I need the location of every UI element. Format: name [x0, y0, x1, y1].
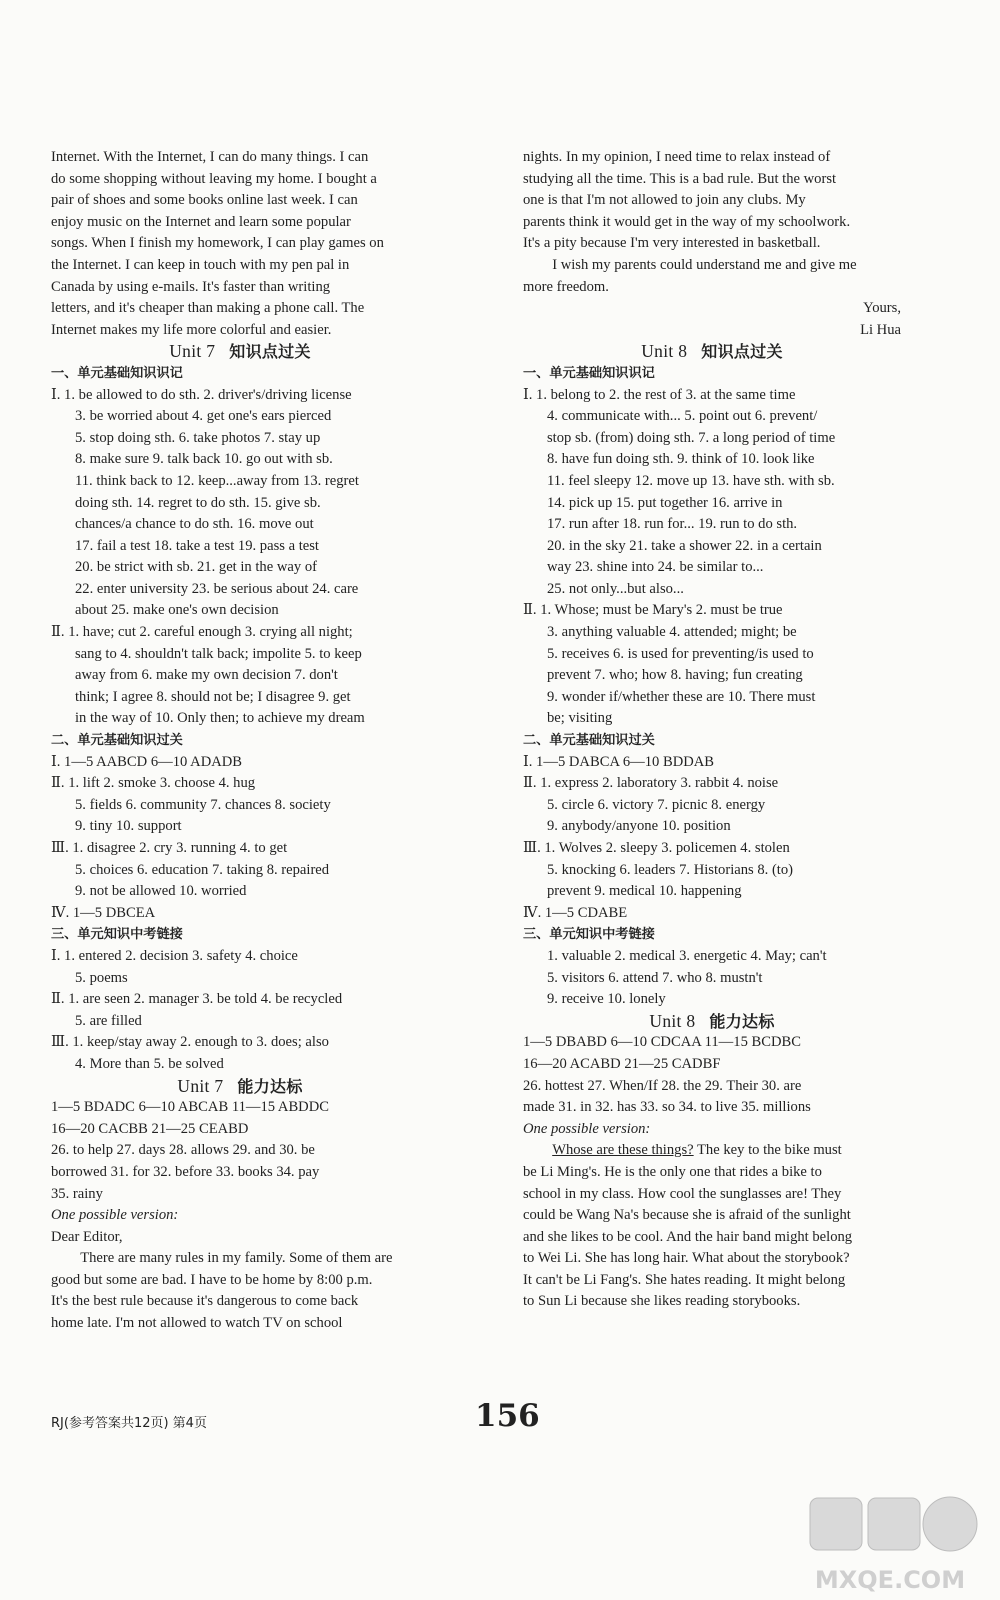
answer-line: Ⅰ. 1. belong to 2. the rest of 3. at the same time [523, 386, 796, 403]
answer-line: Ⅳ. 1—5 CDABE [523, 904, 628, 921]
paragraph-line: enjoy music on the Internet and learn some popular [51, 213, 351, 230]
answer-block [51, 946, 429, 1076]
paragraph-line: Internet makes my life more colorful and easier. [51, 321, 332, 338]
unit-subtitle: 能力达标 [709, 1011, 775, 1031]
letter-line: home late. I'm not allowed to watch TV on school [51, 1315, 343, 1332]
answer-block [51, 752, 429, 925]
answer-line: 5. visitors 6. attend 7. who 8. mustn't [547, 969, 763, 986]
essay [523, 1140, 901, 1313]
watermark-logo [790, 1490, 990, 1600]
answer-line: Ⅰ. 1—5 AABCD 6—10 ADADB [51, 753, 243, 770]
unit-label: Unit 7 [177, 1075, 224, 1096]
letter-line: good but some are bad. I have to be home by 8:00 p.m. [51, 1271, 373, 1288]
letter-closing: Yours, [863, 300, 901, 317]
answer-line: 1. valuable 2. medical 3. energetic 4. May; can't [547, 947, 827, 964]
answer-line: 22. enter university 23. be serious about 24. care [75, 580, 359, 597]
answer-line: Ⅲ. 1. disagree 2. cry 3. running 4. to get [51, 840, 288, 856]
letter-line: I wish my parents could understand me and give me [552, 256, 857, 273]
answer-line: Ⅲ. 1. keep/stay away 2. enough to 3. does; also [51, 1034, 329, 1051]
letter-line: There are many rules in my family. Some of them are [80, 1250, 393, 1267]
answer-line: way 23. shine into 24. be similar to... [547, 559, 764, 576]
answer-line: Ⅱ. 1. express 2. laboratory 3. rabbit 4. noise [523, 775, 779, 792]
letter-greeting: Dear Editor, [51, 1228, 123, 1245]
answer-line: 26. hottest 27. When/If 28. the 29. Their 30. are [523, 1077, 802, 1094]
answer-line: borrowed 31. for 32. before 33. books 34. pay [51, 1163, 320, 1180]
intro-paragraph [51, 147, 429, 341]
version-label: One possible version: [523, 1120, 651, 1137]
essay-line: to Sun Li because she likes reading storybooks. [523, 1293, 801, 1310]
unit-subtitle: 知识点过关 [229, 342, 311, 362]
answer-line: 9. wonder if/whether these are 10. There must [547, 688, 816, 705]
answer-line: 26. to help 27. days 28. allows 29. and 30. be [51, 1142, 315, 1159]
answer-line: 1—5 BDADC 6—10 ABCAB 11—15 ABDDC [51, 1099, 329, 1116]
answer-line: 9. tiny 10. support [75, 818, 182, 835]
answer-line: Ⅱ. 1. lift 2. smoke 3. choose 4. hug [51, 775, 256, 792]
letter-line: nights. In my opinion, I need time to relax instead of [523, 149, 831, 165]
watermark-text: MXQE.COM [814, 1566, 966, 1594]
left-column [51, 147, 429, 1335]
unit-label: Unit 7 [169, 341, 216, 362]
answer-block [51, 1097, 429, 1205]
answer-line: 25. not only...but also... [547, 580, 684, 597]
paragraph-line: pair of shoes and some books online last week. I can [51, 192, 358, 209]
answer-line: 3. anything valuable 4. attended; might; be [547, 624, 797, 641]
letter-line: more freedom. [523, 278, 609, 295]
paragraph-line: Internet. With the Internet, I can do many things. I can [51, 149, 369, 165]
answer-line: 14. pick up 15. put together 16. arrive in [547, 494, 783, 511]
unit-label: Unit 8 [641, 341, 688, 362]
letter-wish [523, 255, 901, 298]
unit7-knowledge-title [51, 341, 429, 363]
answer-line: be; visiting [547, 710, 613, 727]
letter-line: parents think it would get in the way of my schoolwork. [523, 213, 851, 230]
section-heading: 一、单元基础知识识记 [523, 365, 655, 381]
answer-line: chances/a chance to do sth. 16. move out [75, 516, 314, 533]
letter-line: It's a pity because I'm very interested in basketball. [523, 235, 821, 252]
essay-first-text: The key to the bike must [693, 1142, 842, 1159]
answer-line: prevent 9. medical 10. happening [547, 883, 742, 900]
answer-line: 16—20 CACBB 21—25 CEABD [51, 1120, 249, 1137]
essay-line: school in my class. How cool the sunglasses are! They [523, 1185, 842, 1202]
answer-line: 4. More than 5. be solved [75, 1055, 224, 1072]
section-heading: 三、单元知识中考链接 [523, 927, 655, 943]
answer-line: Ⅰ. 1. entered 2. decision 3. safety 4. choice [51, 947, 298, 964]
paragraph-line: Canada by using e-mails. It's faster than writing [51, 278, 331, 295]
answer-line: prevent 7. who; how 8. having; fun creating [547, 667, 803, 684]
answer-block [523, 752, 901, 925]
answer-line: Ⅳ. 1—5 DBCEA [51, 904, 156, 921]
version-label: One possible version: [51, 1207, 179, 1224]
paragraph-line: the Internet. I can keep in touch with my pen pal in [51, 256, 350, 273]
answer-block [523, 1032, 901, 1118]
answer-line: 4. communicate with... 5. point out 6. prevent/ [547, 408, 818, 425]
letter-continued [523, 147, 901, 255]
answer-line: Ⅰ. 1. be allowed to do sth. 2. driver's/driving license [51, 386, 352, 403]
essay-body [523, 1162, 901, 1313]
letter-line: It's the best rule because it's dangerous to come back [51, 1293, 359, 1310]
answer-line: sang to 4. shouldn't talk back; impolite 5. to keep [75, 645, 362, 662]
answer-line: 35. rainy [51, 1185, 103, 1202]
answer-block [51, 385, 429, 731]
right-column [523, 147, 901, 1313]
answer-line: Ⅱ. 1. have; cut 2. careful enough 3. crying all night; [51, 624, 353, 641]
unit8-knowledge-title [523, 341, 901, 363]
answer-line: 8. make sure 9. talk back 10. go out with sb. [75, 451, 333, 468]
answer-line: in the way of 10. Only then; to achieve my dream [75, 710, 365, 727]
answer-line: 5. stop doing sth. 6. take photos 7. stay up [75, 429, 321, 446]
answer-line: 9. not be allowed 10. worried [75, 883, 247, 900]
essay-line: It can't be Li Fang's. She hates reading. It might belong [523, 1271, 846, 1288]
unit-subtitle: 知识点过关 [701, 342, 783, 362]
answer-block [523, 946, 901, 1011]
answer-line: 11. feel sleepy 12. move up 13. have sth. with sb. [547, 472, 835, 489]
letter-line: one is that I'm not allowed to join any clubs. My [523, 192, 806, 209]
paragraph-line: do some shopping without leaving my home. I bought a [51, 170, 377, 187]
answer-line: about 25. make one's own decision [75, 602, 279, 619]
page-number: 156 [475, 1398, 540, 1434]
answer-line: away from 6. make my own decision 7. don't [75, 667, 338, 684]
answer-line: doing sth. 14. regret to do sth. 15. give sb. [75, 494, 321, 511]
answer-line: think; I agree 8. should not be; I disagree 9. get [75, 688, 351, 705]
unit8-ability-title [523, 1011, 901, 1033]
answer-line: 5. receives 6. is used for preventing/is used to [547, 645, 814, 662]
answer-line: 5. choices 6. education 7. taking 8. repaired [75, 861, 330, 878]
answer-line: 17. fail a test 18. take a test 19. pass a test [75, 537, 319, 554]
essay-line: could be Wang Na's because she is afraid of the sunlight [523, 1207, 851, 1224]
answer-line: 5. are filled [75, 1012, 142, 1029]
answer-line: 5. knocking 6. leaders 7. Historians 8. (to) [547, 861, 794, 878]
answer-line: Ⅱ. 1. Whose; must be Mary's 2. must be true [523, 602, 783, 619]
answer-line: 9. anybody/anyone 10. position [547, 818, 731, 835]
essay-line: to Wei Li. She has long hair. What about the storybook? [523, 1250, 850, 1267]
answer-line: 5. circle 6. victory 7. picnic 8. energy [547, 796, 766, 813]
answer-line: 16—20 ACABD 21—25 CADBF [523, 1055, 721, 1072]
footer-info: RJ(参考答案共12页) 第4页 [51, 1416, 207, 1431]
answer-line: Ⅱ. 1. are seen 2. manager 3. be told 4. be recycled [51, 991, 343, 1008]
section-heading: 三、单元知识中考链接 [51, 927, 183, 943]
answer-line: Ⅰ. 1—5 DABCA 6—10 BDDAB [523, 753, 715, 770]
answer-line: 20. be strict with sb. 21. get in the way of [75, 559, 317, 576]
letter-line: studying all the time. This is a bad rule. But the worst [523, 170, 837, 187]
answer-line: 9. receive 10. lonely [547, 991, 666, 1008]
answer-line: made 31. in 32. has 33. so 34. to live 35. millions [523, 1099, 811, 1116]
paragraph-line: songs. When I finish my homework, I can play games on [51, 235, 384, 252]
answer-line: 20. in the sky 21. take a shower 22. in a certain [547, 537, 822, 554]
answer-line: 5. fields 6. community 7. chances 8. society [75, 796, 331, 813]
answer-line: stop sb. (from) doing sth. 7. a long period of time [547, 429, 836, 446]
unit-label: Unit 8 [649, 1010, 696, 1031]
answer-block [523, 385, 901, 731]
unit7-ability-title [51, 1076, 429, 1098]
section-heading: 二、单元基础知识过关 [51, 733, 183, 749]
essay-line: and she likes to be cool. And the hair band might belong [523, 1228, 853, 1245]
answer-line: 5. poems [75, 969, 128, 986]
essay-title: Whose are these things? [552, 1142, 694, 1159]
essay-line: be Li Ming's. He is the only one that rides a bike to [523, 1163, 822, 1180]
essay-first-line [523, 1140, 901, 1162]
section-heading: 二、单元基础知识过关 [523, 733, 655, 749]
section-heading: 一、单元基础知识识记 [51, 365, 183, 381]
answer-line: 11. think back to 12. keep...away from 13. regret [75, 472, 359, 489]
letter-body [51, 1248, 429, 1334]
answer-line: 8. have fun doing sth. 9. think of 10. look like [547, 451, 815, 468]
letter-signature: Li Hua [860, 321, 901, 338]
answer-line: 17. run after 18. run for... 19. run to do sth. [547, 516, 798, 533]
answer-line: Ⅲ. 1. Wolves 2. sleepy 3. policemen 4. stolen [523, 840, 790, 856]
paragraph-line: letters, and it's cheaper than making a phone call. The [51, 300, 365, 317]
unit-subtitle: 能力达标 [237, 1076, 303, 1096]
answer-line: 1—5 DBABD 6—10 CDCAA 11—15 BCDBC [523, 1034, 801, 1051]
answer-line: 3. be worried about 4. get one's ears pierced [75, 408, 332, 425]
